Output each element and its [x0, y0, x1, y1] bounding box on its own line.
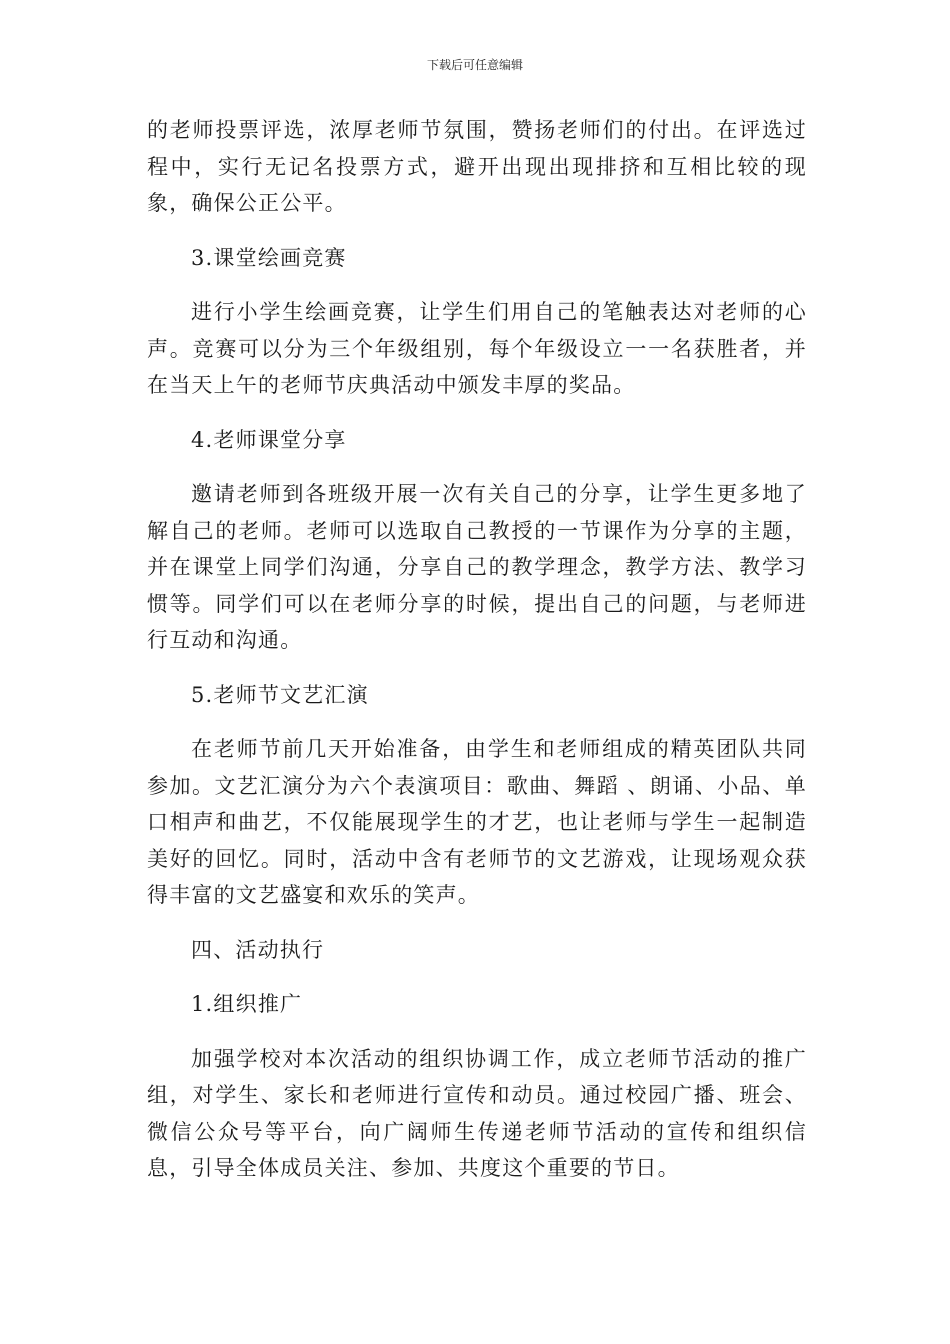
heading-teacher-sharing: 4.老师课堂分享	[191, 427, 347, 452]
heading-activity-execution: 四、活动执行	[191, 937, 325, 962]
paragraph-promotion: 加强学校对本次活动的组织协调工作，成立老师节活动的推广组，对学生、家长和老师进行宣传和动员。通过校园广播、班会、微信公众号等平台，向广阔师生传递老师节活动的宣传和组织信息，引导全体成员关注、参加、共度这个重要的节日。	[147, 1046, 807, 1180]
paragraph-art-performance: 在老师节前几天开始准备，由学生和老师组成的精英团队共同参加。文艺汇演分为六个表演项目：歌曲、舞蹈 、朗诵、小品、单口相声和曲艺，不仅能展现学生的才艺，也让老师与学生一起制造美好的回忆。同时，活动中含有老师节的文艺游戏，让现场观众获得丰富的文艺盛宴和欢乐的笑声。	[147, 737, 807, 907]
paragraph-voting-continued: 的老师投票评选，浓厚老师节氛围，赞扬老师们的付出。在评选过程中，实行无记名投票方式，避开出现出现排挤和互相比较的现象，确保公正公平。	[147, 118, 807, 215]
heading-art-performance: 5.老师节文艺汇演	[191, 682, 369, 707]
paragraph-teacher-sharing: 邀请老师到各班级开展一次有关自己的分享，让学生更多地了解自己的老师。老师可以选取自己教授的一节课作为分享的主题，并在课堂上同学们沟通，分享自己的教学理念，教学方法、教学习惯等。同学们可以在老师分享的时候，提出自己的问题，与老师进行互动和沟通。	[147, 482, 807, 652]
document-body	[147, 112, 807, 1187]
heading-drawing-contest: 3.课堂绘画竞赛	[191, 245, 347, 270]
paragraph-drawing-contest: 进行小学生绘画竞赛，让学生们用自己的笔触表达对老师的心声。竞赛可以分为三个年级组别，每个年级设立一一名获胜者，并在当天上午的老师节庆典活动中颁发丰厚的奖品。	[147, 300, 807, 397]
heading-promotion: 1.组织推广	[191, 992, 303, 1016]
page-header: 下载后可任意编辑	[426, 58, 523, 72]
